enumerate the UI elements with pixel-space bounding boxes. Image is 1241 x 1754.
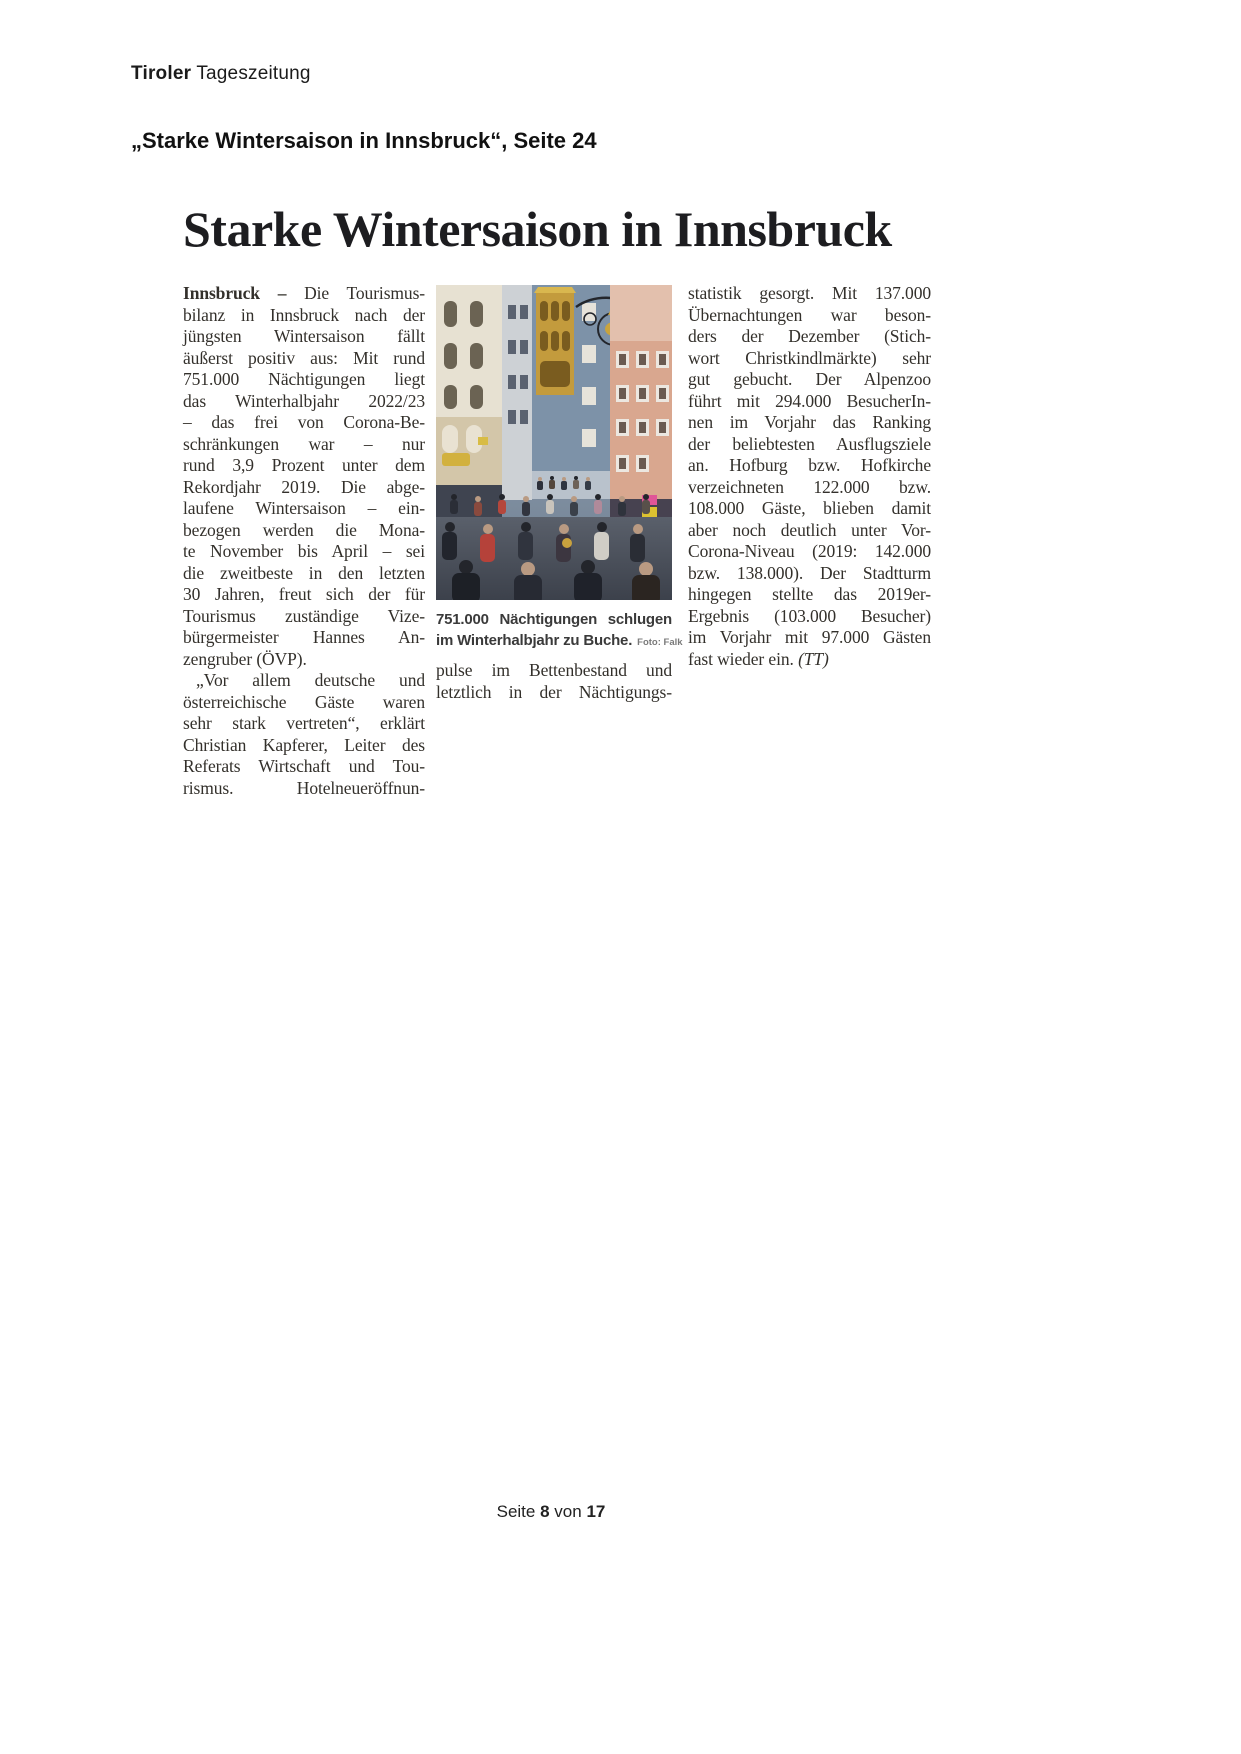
article-column-2 bbox=[436, 283, 683, 703]
text-line: nen im Vorjahr das Ranking bbox=[688, 412, 931, 432]
text-line: der beliebtesten Ausflugsziele bbox=[688, 433, 931, 454]
text-line bbox=[183, 283, 425, 305]
paragraph-1-lines bbox=[183, 305, 425, 649]
text-line: 30 Jahren, freut sich der für bbox=[183, 584, 425, 604]
agency-signature: (TT) bbox=[798, 648, 829, 669]
caption-line bbox=[436, 630, 683, 651]
text-line: bzw. 138.000). Der Stadtturm bbox=[688, 562, 931, 583]
text-line: letztlich in der Nächtigungs- bbox=[436, 681, 672, 702]
text-line-rest: Die Tourismus- bbox=[286, 283, 426, 303]
footer-page-number: 8 bbox=[540, 1502, 550, 1521]
newspaper-brand bbox=[131, 63, 311, 85]
text-line: hingegen stellte das 2019er- bbox=[688, 584, 931, 604]
photo-caption bbox=[436, 609, 683, 651]
text-line: aber noch deutlich unter Vor- bbox=[688, 519, 931, 540]
text-line: „Vor allem deutsche und bbox=[196, 670, 425, 690]
footer-total-pages: 17 bbox=[586, 1502, 606, 1521]
paragraph-2-lines bbox=[183, 670, 425, 799]
brand-bold: Tiroler bbox=[131, 63, 192, 84]
closing-text: fast wieder ein. bbox=[688, 648, 799, 669]
text-line: bürgermeister Hannes An- bbox=[183, 627, 425, 647]
street-photo-illustration bbox=[436, 285, 672, 600]
text-line: laufene Wintersaison – ein- bbox=[183, 498, 425, 518]
text-line: Rekordjahr 2019. Die abge- bbox=[183, 476, 425, 497]
caption-line: 751.000 Nächtigungen schlugen bbox=[436, 611, 672, 628]
text-line: 108.000 Gäste, blieben damit bbox=[688, 498, 931, 518]
text-line: Referats Wirtschaft und Tou- bbox=[183, 756, 425, 776]
article-headline: Starke Wintersaison in Innsbruck bbox=[183, 201, 892, 257]
clipping-title: „Starke Wintersaison in Innsbruck“, Seite 24 bbox=[131, 128, 597, 153]
caption-text: im Winterhalbjahr zu Buche. bbox=[436, 632, 633, 649]
text-line: die zweitbeste in den letzten bbox=[183, 562, 425, 583]
text-line: bilanz in Innsbruck nach der bbox=[183, 304, 425, 325]
newspaper-article bbox=[183, 201, 931, 846]
text-line: äußerst positiv aus: Mit rund bbox=[183, 347, 425, 368]
article-column-1 bbox=[183, 283, 425, 799]
text-line: te November bis April – sei bbox=[183, 541, 425, 561]
article-photo bbox=[436, 285, 672, 600]
text-line: Tourismus zuständige Vize- bbox=[183, 605, 425, 626]
text-line: führt mit 294.000 BesucherIn- bbox=[688, 390, 931, 411]
text-line: zengruber (ÖVP). bbox=[183, 648, 307, 669]
dateline: Innsbruck – bbox=[183, 283, 287, 303]
text-line: pulse im Bettenbestand und bbox=[436, 660, 672, 680]
text-line: Corona-Niveau (2019: 142.000 bbox=[688, 541, 931, 561]
text-line: das Winterhalbjahr 2022/23 bbox=[183, 390, 425, 411]
text-line: gut gebucht. Der Alpenzoo bbox=[688, 369, 931, 389]
text-line: an. Hofburg bzw. Hofkirche bbox=[688, 455, 931, 475]
text-line: jüngsten Wintersaison fällt bbox=[183, 326, 425, 346]
column-2-lines bbox=[436, 660, 672, 703]
text-line bbox=[688, 649, 931, 671]
text-line: bezogen werden die Mona- bbox=[183, 519, 425, 540]
text-line: im Vorjahr mit 97.000 Gästen bbox=[688, 627, 931, 647]
text-line: Übernachtungen war beson- bbox=[688, 304, 931, 325]
text-line: Christian Kapferer, Leiter des bbox=[183, 734, 425, 755]
column-3-lines bbox=[688, 283, 931, 649]
footer-separator: von bbox=[554, 1502, 582, 1521]
text-line: Ergebnis (103.000 Besucher) bbox=[688, 605, 931, 626]
text-line: rismus. Hotelneueröffnun- bbox=[183, 777, 425, 798]
text-line: rund 3,9 Prozent unter dem bbox=[183, 455, 425, 475]
article-column-3 bbox=[688, 283, 931, 670]
photo-credit: Foto: Falk bbox=[637, 637, 683, 648]
text-line: verzeichneten 122.000 bzw. bbox=[688, 476, 931, 497]
text-line: 751.000 Nächtigungen liegt bbox=[183, 369, 425, 389]
golden-roof bbox=[534, 287, 576, 395]
text-line: österreichische Gäste waren bbox=[183, 691, 425, 712]
text-line: ders der Dezember (Stich- bbox=[688, 326, 931, 346]
footer-prefix: Seite bbox=[496, 1502, 536, 1521]
text-line: sehr stark vertreten“, erklärt bbox=[183, 713, 425, 733]
text-line: schränkungen war – nur bbox=[183, 433, 425, 454]
brand-rest: Tageszeitung bbox=[191, 63, 311, 84]
text-line: statistik gesorgt. Mit 137.000 bbox=[688, 283, 931, 303]
page-footer bbox=[131, 1502, 971, 1522]
text-line: wort Christkindlmärkte) sehr bbox=[688, 347, 931, 368]
text-line: – das frei von Corona-Be- bbox=[183, 412, 425, 432]
